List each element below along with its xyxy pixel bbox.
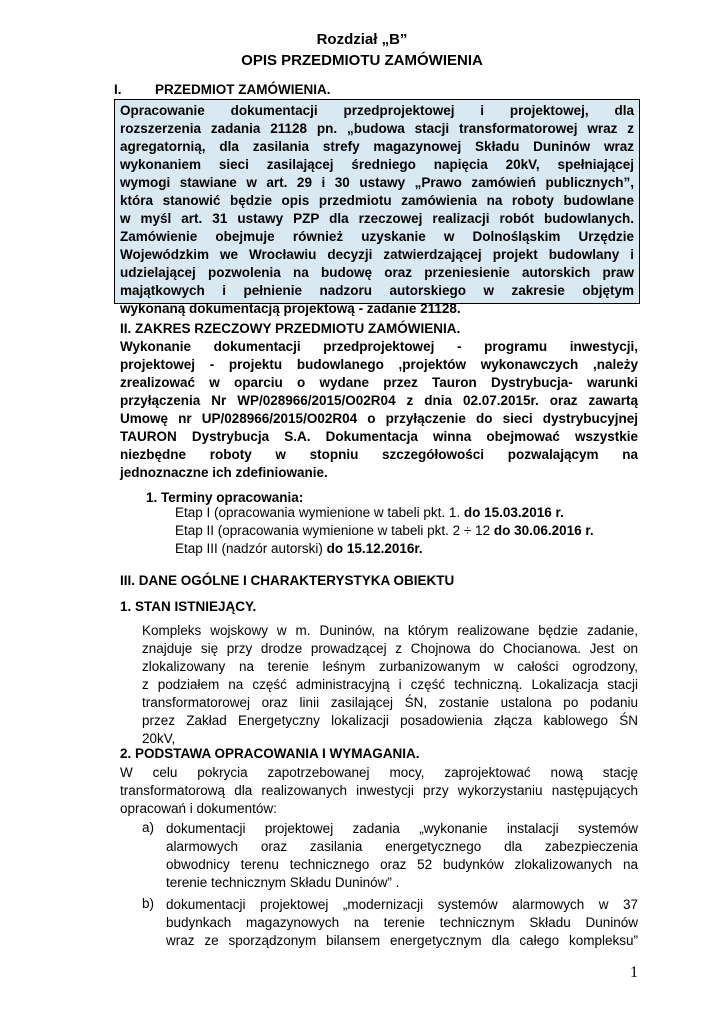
terms-list (175, 504, 594, 558)
section1-heading: PRZEDMIOT ZAMÓWIENIA. (155, 82, 331, 97)
list-a-line: terenie technicznym Składu Duninów” . (166, 875, 400, 890)
section3-sub1-heading: 1. STAN ISTNIEJĄCY. (120, 599, 257, 614)
term-item-2: Etap II (opracowania wymienione w tabeli pkt. 2 ÷ 12 do 30.06.2016 r. (175, 523, 594, 538)
section2-line: Umowę nr UP/028966/2015/O02R04 o przyłączenie do sieci dystrybucyjnej (120, 411, 638, 426)
sub2-line: opracowań i dokumentów: (120, 801, 277, 816)
section2-heading: II. ZAKRES RZECZOWY PRZEDMIOTU ZAMÓWIENIA. (120, 321, 461, 336)
box-line: w myśl art. 31 ustawy PZP dla rzeczowej realizacji robót budowlanych. (120, 211, 634, 226)
list-b-line: dokumentacji projektowej „modernizacji systemów alarmowych w 37 (166, 897, 638, 912)
box-line: wymogi stawiane w art. 29 i 30 ustawy „Prawo zamówień publicznych”, (120, 175, 634, 190)
subject-box-text (120, 102, 634, 318)
section2-line: zrealizować w oparciu o wydane przez Tauron Dystrybucja- warunki (120, 375, 638, 390)
terms-heading: 1. Terminy opracowania: (146, 490, 304, 505)
section2-body (120, 338, 638, 482)
page-number: 1 (630, 964, 638, 981)
box-line: udzielającej pozwolenia na budowę oraz przeniesienie autorskich praw (120, 265, 634, 280)
list-marker-a: a) (142, 820, 155, 835)
box-line: majątkowych i pełnienie nadzoru autorskiego w zakresie objętym (120, 283, 634, 298)
box-line: Wojewódzkim we Wrocławiu decyzji zatwierdzającej projekt budowlany i (120, 247, 634, 262)
section3-sub2-heading: 2. PODSTAWA OPRACOWANIA I WYMAGANIA. (120, 746, 420, 761)
sub1-line: Kompleks wojskowy w m. Duninów, na którym realizowane będzie zadanie, (142, 623, 638, 638)
box-line: rozszerzenia zadania 21128 pn. „budowa stacji transformatorowej wraz z (120, 121, 634, 136)
chapter-title: Rozdział „B” (316, 31, 408, 48)
sub1-line: transformatorowej oraz linii zasilającej ŚN, zostanie ustalona po podaniu (142, 695, 638, 710)
sub1-line: z podziałem na część administracyjną i część techniczną. Lokalizacja stacji (142, 677, 638, 692)
section2-line: niezbędne roboty w stopniu szczegółowości pozwalającym na (120, 447, 638, 462)
list-b-line: wraz ze sporządzonym bilansem energetycznym dla całego kompleksu” (166, 933, 638, 948)
section2-line: przyłączenia Nr WP/028966/2015/O02R04 z dnia 02.07.2015r. oraz zawartą (120, 393, 638, 408)
section3-heading: III. DANE OGÓLNE I CHARAKTERYSTYKA OBIEKTU (120, 573, 455, 588)
box-line: Zamówienie obejmuje również uzyskanie w Dolnośląskim Urzędzie (120, 229, 634, 244)
section2-line: projektowej - projektu budowlanego ,projektów wykonawczych ,należy (120, 357, 638, 372)
list-a-line: alarmowych oraz zasilania energetycznego dla zabezpieczenia (166, 839, 638, 854)
list-item-b (166, 896, 638, 950)
term-item-3: Etap III (nadzór autorski) do 15.12.2016r. (175, 541, 423, 556)
box-line: która stanowić będzie opis przedmiotu zamówienia na roboty budowlane (120, 193, 634, 208)
section2-line: jednoznaczne ich zdefiniowanie. (120, 465, 328, 480)
list-a-line: dokumentacji projektowej zadania „wykonanie instalacji systemów (166, 821, 638, 836)
list-marker-b: b) (142, 896, 155, 911)
sub2-line: transformatorową dla realizowanych inwestycji przy wykorzystaniu następujących (120, 783, 638, 798)
list-a-line: obwodnicy terenu technicznego oraz 52 budynków zlokalizowanych na (166, 857, 638, 872)
sub1-line: przez Zakład Energetyczny lokalizacji posadowienia złącza kablowego ŚN (142, 713, 638, 728)
sub2-line: W celu pokrycia zapotrzebowanej mocy, zaprojektować nową stację (120, 765, 638, 780)
box-line: wykonaną dokumentacją projektową - zadanie 21128. (120, 301, 461, 316)
box-line: agregatornią, dla zasilania strefy magazynowej Składu Duninów wraz (120, 139, 634, 154)
list-item-a (166, 820, 638, 892)
sub1-line: zlokalizowany na terenie leśnym zurbanizowanym w całości ogrodzony, (142, 659, 638, 674)
page-title: OPIS PRZEDMIOTU ZAMÓWIENIA (241, 52, 483, 69)
section2-line: Wykonanie dokumentacji przedprojektowej - programu inwestycji, (120, 339, 638, 354)
sub1-line: 20kV, (142, 731, 176, 746)
list-b-line: budynkach magazynowych na terenie technicznym Składu Duninów (166, 915, 638, 930)
sub1-line: znajduje się przy drodze prowadzącej z Chojnowa do Chocianowa. Jest on (142, 641, 638, 656)
subject-box (114, 99, 640, 316)
term-item-1: Etap I (opracowania wymienione w tabeli pkt. 1. do 15.03.2016 r. (175, 505, 564, 520)
section1-numeral: I. (114, 82, 122, 97)
section3-sub1-body (142, 622, 638, 748)
section3-sub2-body (120, 764, 638, 818)
box-line: wykonaniem sieci zasilającej średniego napięcia 20kV, spełniającej (120, 157, 634, 172)
box-line: Opracowanie dokumentacji przedprojektowej i projektowej, dla (120, 103, 634, 118)
section2-line: TAURON Dystrybucja S.A. Dokumentacja winna obejmować wszystkie (120, 429, 638, 444)
